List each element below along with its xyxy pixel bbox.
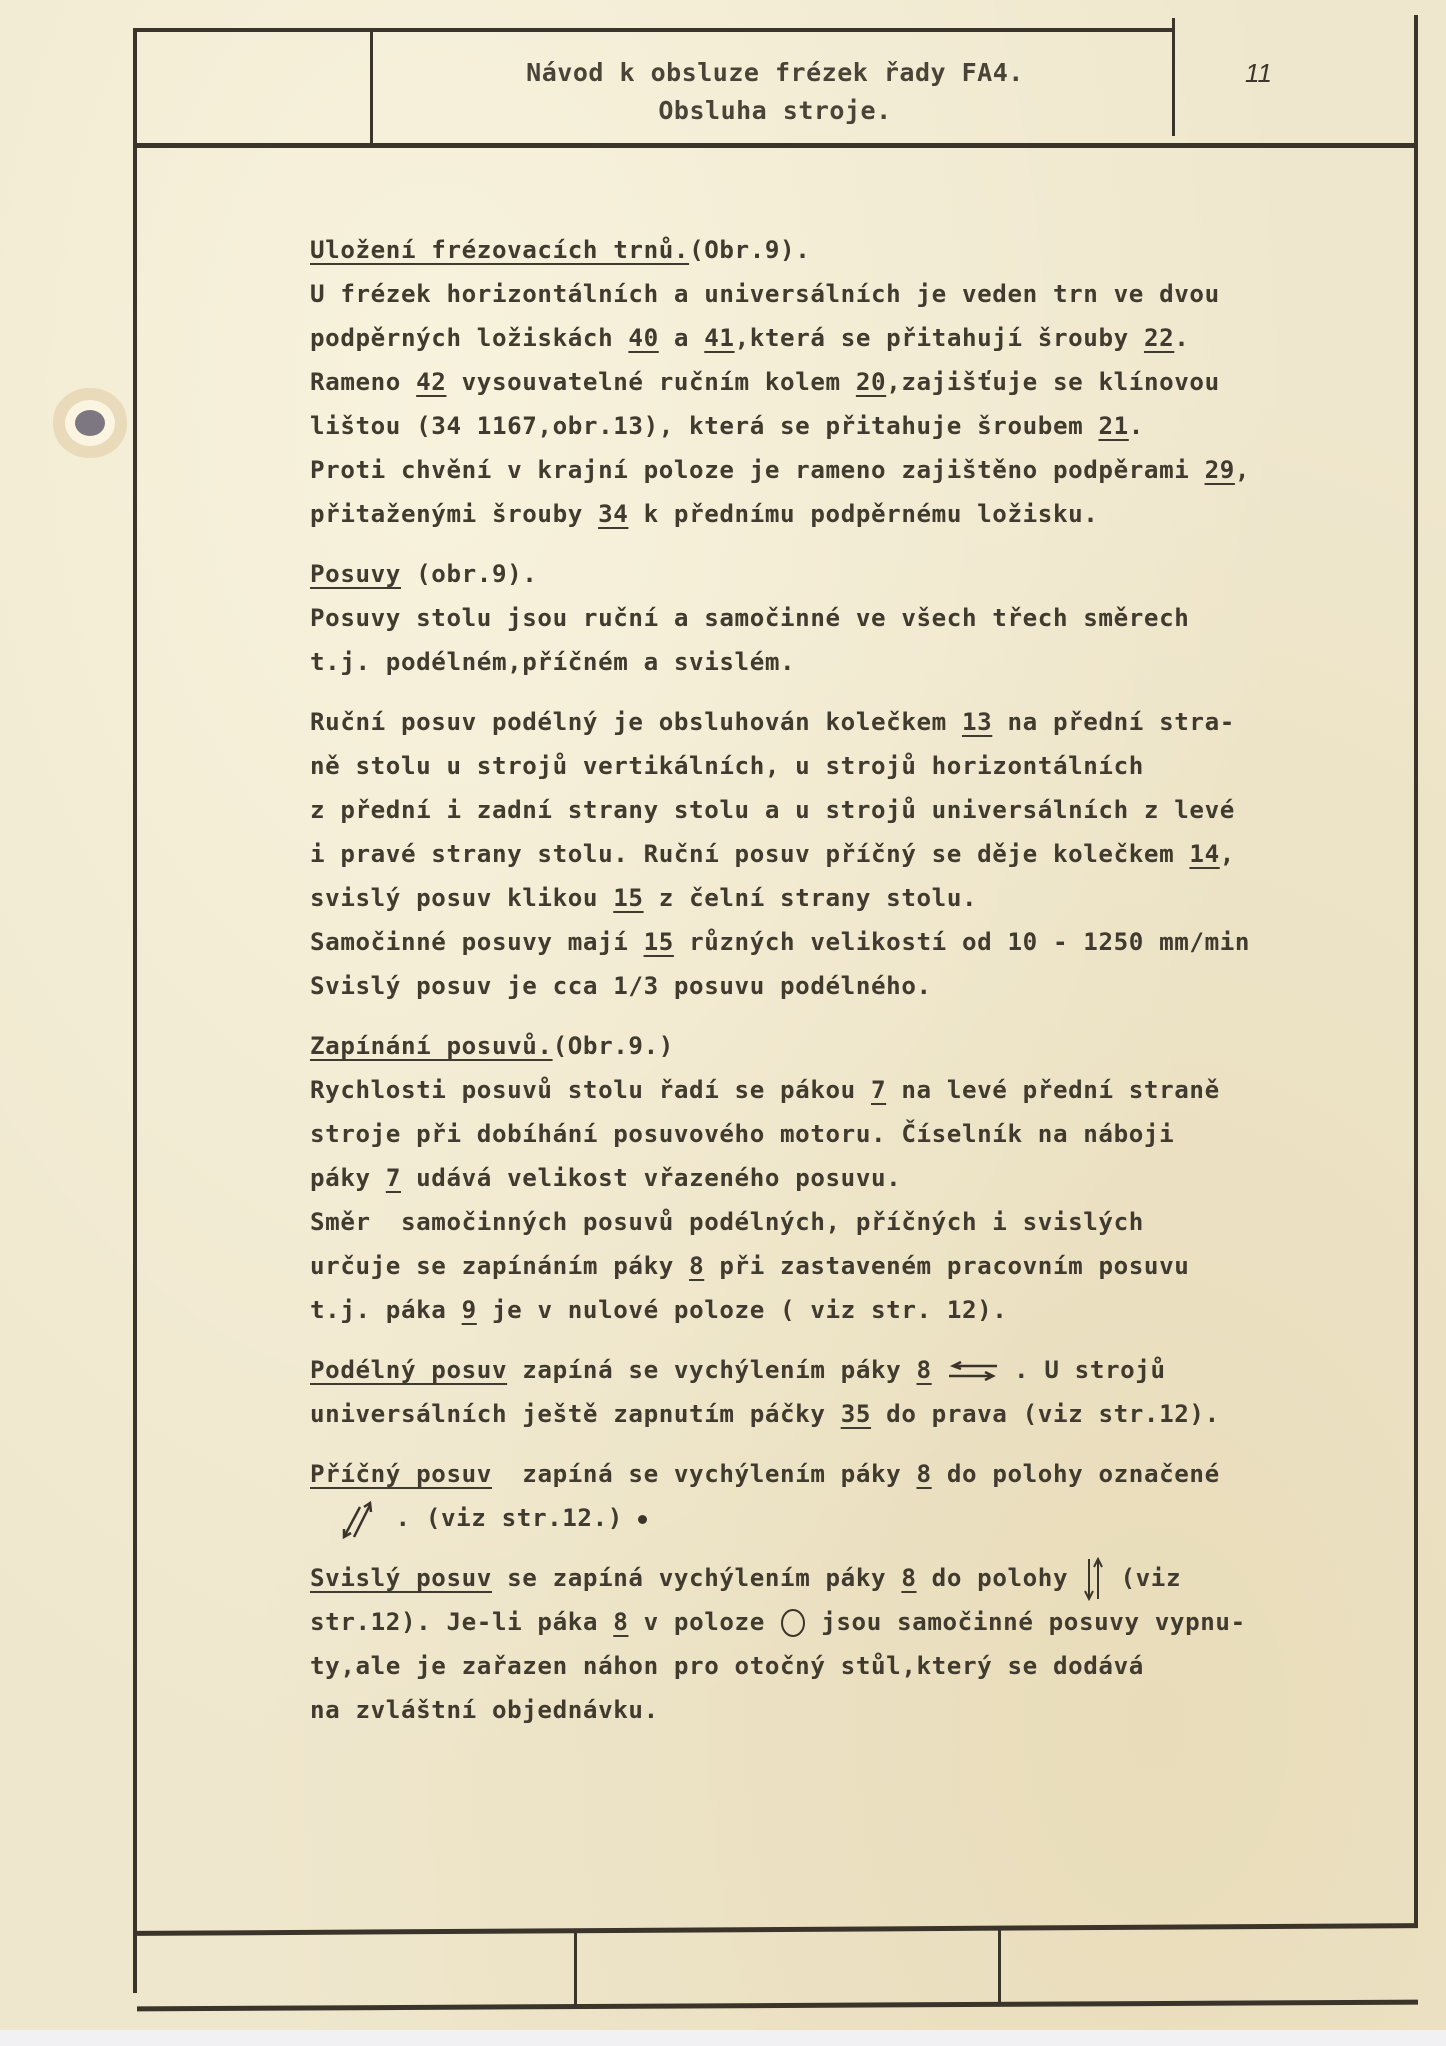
document-body <box>310 228 1420 1732</box>
text-span: do polohy označené <box>931 1460 1220 1488</box>
header-bottom-line <box>133 143 1418 148</box>
double-horizontal-arrow-icon <box>947 1360 999 1382</box>
section-heading-trny <box>310 228 1420 272</box>
text-line <box>310 1348 1420 1392</box>
text-span: . <box>1128 412 1144 440</box>
heading-text: Uložení frézovacích trnů. <box>310 236 690 264</box>
text-span: v poloze <box>628 1608 781 1636</box>
text-span: (viz <box>1105 1564 1182 1592</box>
text-span: udává velikost vřazeného posuvu. <box>400 1164 902 1192</box>
text-span: zapíná se vychýlením páky <box>491 1460 917 1488</box>
text-line: t.j. podélném,příčném a svislém. <box>310 648 796 676</box>
text-span: , <box>1234 456 1251 484</box>
part-ref: 29 <box>1204 456 1235 484</box>
text-line: ně stolu u strojů vertikálních, u strojů horizontálních <box>310 752 1144 780</box>
text-line <box>310 1452 1420 1496</box>
text-span: . U strojů <box>998 1356 1166 1384</box>
text-span: Samočinné posuvy mají <box>310 928 644 956</box>
page-number: 11 <box>1245 58 1272 88</box>
text-span: t.j. páka <box>310 1296 462 1324</box>
heading-ref: (obr.9). <box>400 560 538 588</box>
text-line <box>310 1496 1420 1540</box>
text-span: do polohy <box>916 1564 1084 1592</box>
paragraph-gap <box>310 536 1420 552</box>
text-span: podpěrných ložiskách <box>310 324 629 352</box>
part-ref: 13 <box>961 708 993 736</box>
text-span: ,zajišťuje se klínovou <box>886 368 1220 396</box>
scan-margin <box>0 2030 1446 2046</box>
text-line: Směr samočinných posuvů podélných, příčných i svislých <box>310 1208 1144 1236</box>
text-line <box>310 700 1420 744</box>
text-span: zapíná se vychýlením páky <box>507 1356 917 1384</box>
heading-ref: (Obr.9). <box>689 236 811 264</box>
text-line <box>310 1600 1420 1644</box>
part-ref: 40 <box>628 324 659 352</box>
text-line: z přední i zadní strany stolu a u strojů universálních z levé <box>310 796 1235 824</box>
heading-text: Posuvy <box>310 560 401 588</box>
frame-left-line <box>133 28 137 1993</box>
text-line <box>310 920 1420 964</box>
part-ref: 41 <box>704 324 735 352</box>
paragraph-gap <box>310 1436 1420 1452</box>
text-line <box>310 448 1420 492</box>
text-span: universálních ještě zapnutím páčky <box>310 1400 841 1428</box>
heading-text: Zapínání posuvů. <box>310 1032 553 1060</box>
text-span: je v nulové poloze ( viz str. 12). <box>476 1296 1008 1324</box>
paragraph-gap <box>310 1540 1420 1556</box>
text-span: k přednímu podpěrnému ložisku. <box>628 500 1099 528</box>
document-title: Návod k obsluze frézek řady FA4. <box>526 58 1024 87</box>
text-line <box>310 1068 1420 1112</box>
text-span: přitaženými šrouby <box>310 500 599 528</box>
header-divider-1 <box>370 28 373 146</box>
part-ref: 35 <box>840 1400 872 1428</box>
punch-hole <box>75 410 105 436</box>
text-span: se zapíná vychýlením páky <box>491 1564 902 1592</box>
part-ref: 22 <box>1143 324 1175 352</box>
text-span: vysouvatelné ručním kolem <box>446 368 856 396</box>
text-line: Posuvy stolu jsou ruční a samočinné ve všech třech směrech <box>310 604 1190 632</box>
text-span: jsou samočinné posuvy vypnu- <box>806 1608 1246 1636</box>
heading-ref: (Obr.9.) <box>552 1032 674 1060</box>
paragraph-gap <box>310 1332 1420 1348</box>
circle-icon <box>780 1608 806 1638</box>
header-divider-2 <box>1172 18 1175 136</box>
ink-dot <box>638 1515 647 1524</box>
text-line <box>310 492 1420 536</box>
footer-divider-1 <box>574 1932 577 2006</box>
text-line <box>310 1244 1420 1288</box>
text-line: U frézek horizontálních a universálních je veden trn ve dvou <box>310 280 1220 308</box>
paragraph-gap <box>310 684 1420 700</box>
frame-top-line <box>133 28 1175 32</box>
document-subtitle: Obsluha stroje. <box>658 96 892 125</box>
text-line <box>310 1288 1420 1332</box>
footer-divider-2 <box>998 1930 1001 2004</box>
part-ref: 8 <box>916 1356 932 1384</box>
text-line <box>310 1156 1420 1200</box>
text-line: na zvláštní objednávku. <box>310 1696 659 1724</box>
text-span: ,která se přitahují šrouby <box>734 324 1144 352</box>
part-ref: 21 <box>1098 412 1129 440</box>
text-span: svislý posuv klikou <box>310 884 614 912</box>
text-span: , <box>1219 840 1235 868</box>
double-vertical-arrow-icon <box>1083 1557 1105 1601</box>
text-span: Ruční posuv podélný je obsluhován kolečkem <box>310 708 962 736</box>
text-span: a <box>658 324 705 352</box>
text-span: lištou (34 1167,obr.13), která se přitahuje šroubem <box>310 412 1099 440</box>
heading-text: Podélný posuv <box>310 1356 508 1384</box>
part-ref: 8 <box>613 1608 629 1636</box>
text-span: do prava (viz str.12). <box>871 1400 1220 1428</box>
text-line <box>310 316 1420 360</box>
text-line <box>310 832 1420 876</box>
text-span: i pravé strany stolu. Ruční posuv příčný se děje kolečkem <box>310 840 1190 868</box>
heading-text: Příčný posuv <box>310 1460 492 1488</box>
section-heading-posuvy <box>310 552 1420 596</box>
text-line <box>310 360 1420 404</box>
part-ref: 20 <box>855 368 887 396</box>
part-ref: 8 <box>916 1460 932 1488</box>
text-span: str.12). Je-li páka <box>310 1608 614 1636</box>
text-span: Rychlosti posuvů stolu řadí se pákou <box>310 1076 871 1104</box>
text-span: určuje se zapínáním páky <box>310 1252 690 1280</box>
text-line: stroje při dobíhání posuvového motoru. Číselník na náboji <box>310 1120 1175 1148</box>
text-line: ty,ale je zařazen náhon pro otočný stůl,který se dodává <box>310 1652 1144 1680</box>
text-line <box>310 876 1420 920</box>
text-span: na levé přední straně <box>886 1076 1220 1104</box>
part-ref: 34 <box>598 500 629 528</box>
text-line: Svislý posuv je cca 1/3 posuvu podélného. <box>310 972 932 1000</box>
text-span: Proti chvění v krajní poloze je rameno zajištěno podpěrami <box>310 456 1205 484</box>
text-line <box>310 404 1420 448</box>
part-ref: 14 <box>1189 840 1220 868</box>
text-line <box>310 1556 1420 1600</box>
part-ref: 8 <box>689 1252 705 1280</box>
part-ref: 42 <box>416 368 447 396</box>
part-ref: 9 <box>461 1296 477 1324</box>
text-span: z čelní strany stolu. <box>643 884 978 912</box>
part-ref: 15 <box>643 928 674 956</box>
text-span: při zastaveném pracovním posuvu <box>704 1252 1190 1280</box>
part-ref: 15 <box>613 884 644 912</box>
text-span: Rameno <box>310 368 417 396</box>
double-diagonal-arrow-icon <box>340 1499 380 1539</box>
text-span: . (viz str.12.) <box>380 1504 623 1532</box>
text-span: na přední stra- <box>992 708 1235 736</box>
section-heading-zapinani <box>310 1024 1420 1068</box>
part-ref: 8 <box>901 1564 917 1592</box>
text-span: páky <box>310 1164 386 1192</box>
text-span: . <box>1174 324 1190 352</box>
paragraph-gap <box>310 1008 1420 1024</box>
heading-text: Svislý posuv <box>310 1564 492 1592</box>
part-ref: 7 <box>871 1076 887 1104</box>
part-ref: 7 <box>385 1164 401 1192</box>
text-line <box>310 1392 1420 1436</box>
text-span: různých velikostí od 10 - 1250 mm/min <box>673 928 1251 956</box>
